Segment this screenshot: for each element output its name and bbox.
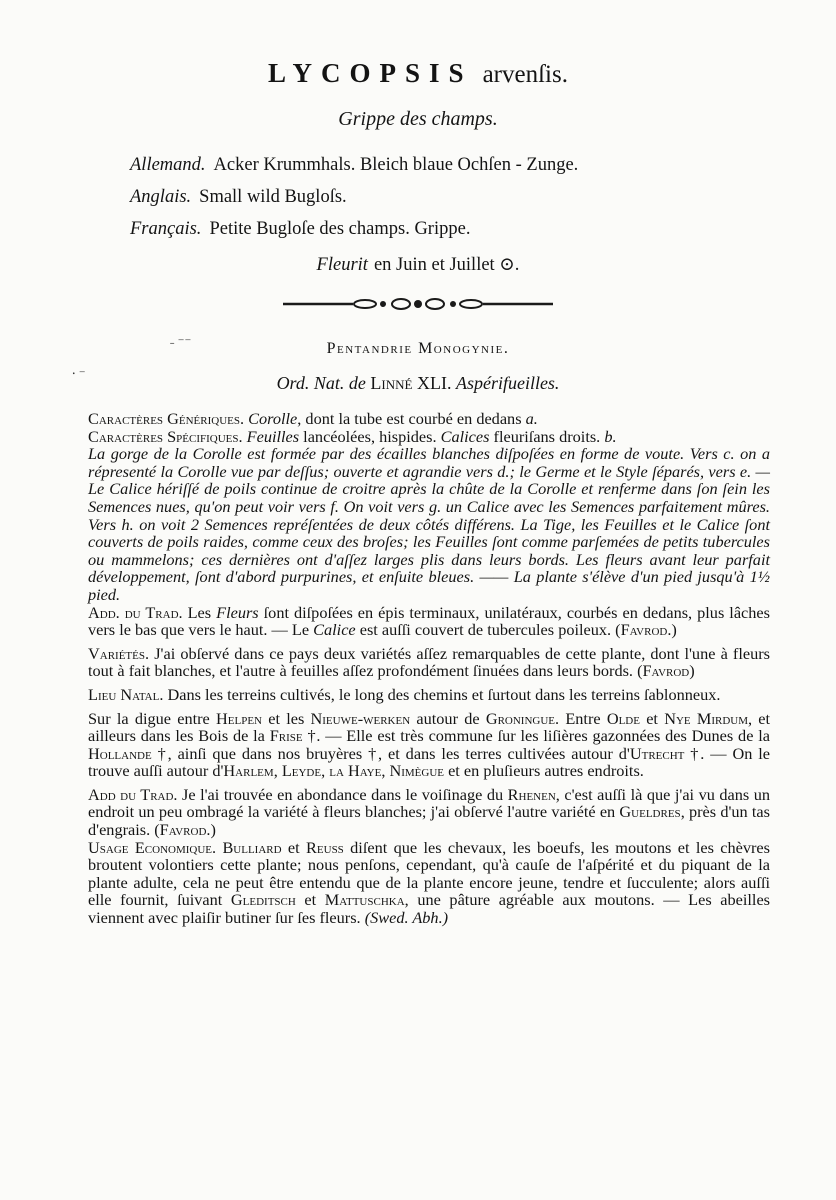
name-row-german bbox=[130, 152, 578, 184]
page-title bbox=[0, 58, 836, 89]
paragraph-text: Les bbox=[182, 602, 217, 622]
language-label: Allemand. bbox=[130, 155, 206, 175]
order-family: Aspérifueilles. bbox=[455, 373, 560, 393]
paragraph-label: Variétés. bbox=[88, 643, 150, 663]
language-text: Small wild Bugloſs. bbox=[199, 187, 347, 207]
paragraph-text: Dans les terreins cultivés, le long des chemins et ſurtout dans les terreins ſablonneux. bbox=[163, 684, 721, 704]
translator-addition-2: Add du Trad. Je l'ai trouvée en abondance dans le voiſinage du Rhenen, c'est auſſi là que j'ai vu dans un endroit un peu ombragé la variété à fleurs blanches; j'ai obſervé l'autre variété en Gueldres, près d'un tas d'engrais. (Favrod.) bbox=[88, 784, 771, 840]
name-row-french bbox=[130, 216, 578, 248]
language-label: Français. bbox=[130, 219, 202, 239]
description-paragraph: La gorge de la Corolle est formée par des écailles blanches diſpoſées en forme de voute. Vers c. on a répresenté la Corolle vue par deſſus; ouverte et agrandie vers d.; le Germe et le Style ſéparés, vers e. — Le Calice hériſſé de poils continue de croitre après la chûte de la Corolle et renferme dans ſon ſein les Semences nues, qu'on peut voir vers f. On voit vers g. un Calice avec les Semences parfaitement mûres. Vers h. on voit 2 Semences repréſentées de deux côtés différens. La Tige, les Feuilles et le Calice ſont couverts de poils raides, comme ceux des broſes; les Feuilles ſont comme parſemées de petits tubercules ou mammelons; ces dernières ont d'aſſez larges plis dans leurs bords. Les fleurs avant leur parfait développement, ſont d'abord purpurines, et enſuite bleues. —— La plante s'élève d'un pied jusqu'à 1½ pied. bbox=[88, 444, 770, 604]
citation: (Swed. Abh.) bbox=[364, 908, 449, 928]
italic-term: Calice bbox=[313, 620, 356, 640]
signature: Favrod. bbox=[620, 620, 672, 640]
genus-name: LYCOPSIS bbox=[268, 58, 473, 88]
order-author: Linné bbox=[370, 373, 413, 393]
stray-mark: ⸱ ⁻ bbox=[72, 366, 86, 381]
italic-term: Corolle bbox=[248, 409, 298, 428]
paragraph-label: Usage Economique. bbox=[88, 837, 217, 857]
body-text bbox=[88, 410, 770, 927]
paragraph-text: J'ai obſervé dans ce pays deux variétés aſſez remarquables de cette plante, dont l'une à fleurs tout à fait blanches, et l'autre à feuilles aſſez profondément ſinuées dans leurs bords. ( bbox=[88, 643, 770, 681]
language-text: Petite Bugloſe des champs. Grippe. bbox=[209, 219, 471, 239]
paragraph-text: ) bbox=[689, 661, 695, 681]
paragraph-label: Caractères Génériques. bbox=[88, 409, 245, 428]
localities-paragraph: Sur la digue entre Helpen et les Nieuwe-werken autour de Groningue. Entre Olde et Nye Mirdum, et ailleurs dans les Bois de la Friſe †. — Elle est très commune ſur les liſières gazonnées des Dunes de la Hollande †, ainſi que dans nos bruyères †, et dans les terres cultivées autour d'Utrecht †. — On le trouve auſſi autour d'Harlem, Leyde, la Haye, Nimègue et en pluſieurs autres endroits. bbox=[88, 708, 771, 781]
paragraph-label: Caractères Spécifiques. bbox=[88, 426, 243, 446]
habitat-paragraph bbox=[88, 686, 770, 704]
generic-characters bbox=[88, 410, 770, 428]
paragraph-label: Lieu Natal. bbox=[88, 684, 164, 704]
figure-mark: b. bbox=[604, 426, 617, 446]
signature: Favrod. bbox=[159, 820, 211, 840]
common-name: Grippe des champs. bbox=[338, 108, 498, 130]
order-de: de bbox=[348, 373, 366, 393]
paragraph-label: Add. du Trad. bbox=[88, 602, 183, 622]
paragraph-text: est auſſi couvert de tubercules poileux. ( bbox=[355, 620, 621, 640]
vernacular-names bbox=[130, 152, 578, 248]
flowering-label: Fleurit bbox=[316, 255, 368, 275]
order-label: Ord. Nat. bbox=[276, 373, 345, 393]
language-label: Anglais. bbox=[130, 187, 192, 207]
language-text: Acker Krummhals. Bleich blaue Ochſen - Zunge. bbox=[213, 155, 579, 175]
varieties-paragraph bbox=[88, 645, 770, 680]
flowering-text: en Juin et Juillet ⊙. bbox=[373, 255, 520, 275]
order-number: XLI. bbox=[416, 373, 452, 393]
italic-term: Calices bbox=[440, 426, 490, 446]
italic-term: Fleurs bbox=[216, 602, 259, 622]
paragraph-text: lancéolées, hispides. bbox=[299, 426, 441, 446]
economic-use-paragraph: Usage Economique. Bulliard et Reuss diſent que les chevaux, les boeufs, les moutons et les chèvres broutent volontiers cette plante; nous penſons, cependant, qu'à cauſe de l'aſpérité et du piquant de la plante adulte, cela ne peut être entendu que de la plante encore jeune, tendre et ſucculente; alors auſſi elle fournit, ſuivant Gleditsch et Mattuschka, une pâture agréable aux moutons. — Les abeilles viennent avec plaiſir butiner ſur ſes fleurs. (Swed. Abh.) bbox=[88, 837, 771, 928]
species-name: arvenſis. bbox=[482, 61, 568, 88]
ornament-divider bbox=[283, 294, 553, 314]
signature: Favrod bbox=[642, 661, 690, 681]
specific-characters bbox=[88, 428, 770, 446]
natural-order bbox=[0, 373, 836, 394]
paragraph-text: , dont la tube est courbé en dedans bbox=[297, 409, 522, 428]
paragraph-label: Add du Trad. bbox=[88, 784, 178, 804]
figure-mark: a. bbox=[525, 409, 538, 428]
flowering-period bbox=[0, 254, 836, 276]
paragraph-text: ) bbox=[671, 620, 677, 640]
paragraph-text: ſont diſpoſées en épis terminaux, unilatéraux, courbés en dedans, plus lâches vers le bas que vers le haut. — Le bbox=[88, 602, 770, 640]
italic-term: Feuilles bbox=[246, 426, 300, 446]
section-heading: Pentandrie Monogynie. bbox=[326, 340, 510, 357]
name-row-english bbox=[130, 184, 578, 216]
translator-addition-1 bbox=[88, 604, 770, 639]
paragraph-text: fleuriſans droits. bbox=[489, 426, 601, 446]
stray-mark: ˗ ⁻⁻ bbox=[170, 334, 192, 349]
